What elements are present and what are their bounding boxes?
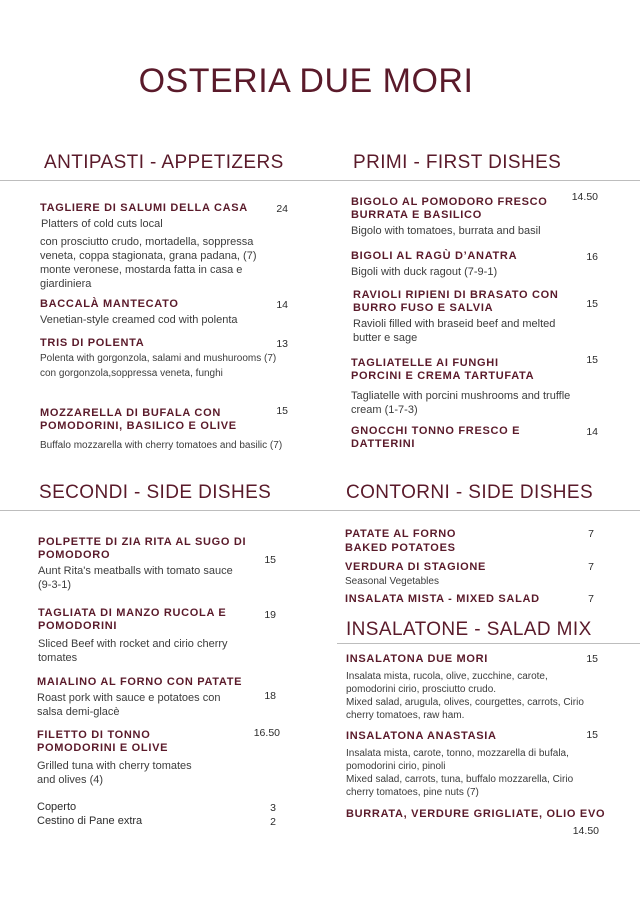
item-desc: Platters of cold cuts local <box>41 218 163 230</box>
item-price: 18 <box>264 690 276 702</box>
item-price: 14 <box>276 299 288 311</box>
coperto-price: 3 <box>270 802 276 814</box>
bread-basket-price: 2 <box>270 816 276 828</box>
menu-item <box>351 425 551 451</box>
restaurant-title: OSTERIA DUE MORI <box>138 62 474 100</box>
item-desc: Insalata mista, carote, tonno, mozzarella di bufala, pomodorini cirio, pinoli <box>346 748 569 772</box>
item-name: VERDURA DI STAGIONE <box>345 561 487 573</box>
item-price: 14 <box>586 426 598 438</box>
item-price: 19 <box>264 609 276 621</box>
item-name: TAGLIATA DI MANZO RUCOLA E POMODORINI <box>38 607 227 632</box>
menu-item <box>346 730 596 799</box>
menu-item <box>37 729 237 787</box>
item-desc: Mixed salad, carrots, tuna, buffalo mozzarella, Cirio cherry tomatoes, pine nuts (7) <box>346 774 574 798</box>
menu-item <box>40 202 280 291</box>
item-desc: Mixed salad, arugula, olives, courgettes, carrots, Cirio cherry tomatoes, raw ham. <box>346 697 584 721</box>
menu-item <box>351 196 561 238</box>
item-name: PATATE AL FORNO <box>345 528 457 540</box>
menu-item <box>346 808 606 821</box>
menu-item-desc-block <box>40 437 290 452</box>
item-price: 7 <box>588 593 594 605</box>
item-name: TAGLIATELLE AI FUNGHI PORCINI E CREMA TARTUFATA <box>351 357 535 382</box>
secondi-heading: SECONDI - SIDE DISHES <box>39 482 272 503</box>
menu-item <box>351 250 571 279</box>
menu-item <box>346 653 586 722</box>
item-desc: con prosciutto crudo, mortadella, soppressa veneta, coppa stagionata, grana padana, (7) monte veronese, mostarda fatta in casa e giardiniera <box>40 236 257 290</box>
coperto-label: Coperto <box>37 801 77 813</box>
antipasti-heading: ANTIPASTI - APPETIZERS <box>44 152 284 173</box>
item-desc: Bigoli with duck ragout (7-9-1) <box>351 266 498 278</box>
item-name: INSALATA MISTA - MIXED SALAD <box>345 593 540 605</box>
item-name: BIGOLI AL RAGÙ D’ANATRA <box>351 250 518 262</box>
item-desc: Grilled tuna with cherry tomates and olives (4) <box>37 760 192 786</box>
item-desc: con gorgonzola,soppressa veneta, funghi <box>40 368 223 379</box>
item-price: 15 <box>586 653 598 665</box>
item-price: 13 <box>276 338 288 350</box>
item-price: 15 <box>586 298 598 310</box>
item-price: 7 <box>588 561 594 573</box>
bread-basket-label: Cestino di Pane extra <box>37 815 143 827</box>
item-desc: Seasonal Vegetables <box>345 576 439 587</box>
menu-item <box>40 298 280 327</box>
item-price: 14.50 <box>572 825 599 837</box>
item-name: MAIALINO AL FORNO CON PATATE <box>37 676 243 688</box>
item-name: BIGOLO AL POMODORO FRESCO BURRATA E BASILICO <box>351 196 548 221</box>
menu-item <box>38 607 258 665</box>
item-desc: Tagliatelle with porcini mushrooms and truffle cream (1-7-3) <box>351 390 571 416</box>
item-desc: Bigolo with tomatoes, burrata and basil <box>351 225 541 237</box>
item-desc: Venetian-style creamed cod with polenta <box>40 314 238 326</box>
item-price: 16.50 <box>253 727 280 739</box>
item-price: 16 <box>586 251 598 263</box>
item-price: 15 <box>264 554 276 566</box>
item-name: MOZZARELLA DI BUFALA CON POMODORINI, BASILICO E OLIVE <box>40 407 237 432</box>
item-price: 15 <box>586 729 598 741</box>
item-name: GNOCCHI TONNO FRESCO E DATTERINI <box>351 425 521 450</box>
contorni-heading: CONTORNI - SIDE DISHES <box>346 482 594 503</box>
menu-item <box>37 676 252 719</box>
item-price: 14.50 <box>571 191 598 203</box>
item-desc: Polenta with gorgonzola, salami and mushurooms (7) <box>40 353 277 364</box>
insalatone-heading: INSALATONE - SALAD MIX <box>346 619 592 640</box>
item-price: 24 <box>276 203 288 215</box>
item-name: BACCALÀ MANTECATO <box>40 298 179 310</box>
primi-heading: PRIMI - FIRST DISHES <box>353 152 562 173</box>
menu-item <box>345 561 545 588</box>
menu-item <box>351 357 591 417</box>
item-name: RAVIOLI RIPIENI DI BRASATO CON BURRO FUSO E SALVIA <box>353 289 559 314</box>
insalatone-divider <box>337 643 640 644</box>
menu-item <box>40 407 240 433</box>
item-name: FILETTO DI TONNO POMODORINI E OLIVE <box>37 729 169 754</box>
menu-item <box>38 536 253 592</box>
menu-item <box>345 593 565 606</box>
item-desc: Aunt Rita's meatballs with tomato sauce (9-3-1) <box>38 565 233 591</box>
item-desc: Buffalo mozzarella with cherry tomatoes and basilic (7) <box>40 440 283 451</box>
menu-item <box>353 289 573 345</box>
item-desc: Roast pork with sauce e potatoes con salsa demi-glacè <box>37 692 221 718</box>
item-name: INSALATONA DUE MORI <box>346 653 489 665</box>
antipasti-primi-divider <box>0 180 640 181</box>
item-price: 15 <box>276 405 288 417</box>
item-name: INSALATONA ANASTASIA <box>346 730 497 742</box>
item-name: POLPETTE DI ZIA RITA AL SUGO DI POMODORO <box>38 536 247 561</box>
item-desc: Ravioli filled with braseid beef and melted butter e sage <box>353 318 556 344</box>
secondi-contorni-divider <box>0 510 640 511</box>
item-name: TRIS DI POLENTA <box>40 337 145 349</box>
item-subname: BAKED POTATOES <box>345 542 456 554</box>
item-name: TAGLIERE DI SALUMI DELLA CASA <box>40 202 248 214</box>
item-name: BURRATA, VERDURE GRIGLIATE, OLIO EVO <box>346 808 606 820</box>
item-desc: Sliced Beef with rocket and cirio cherry tomates <box>38 638 228 664</box>
item-desc: Insalata mista, rucola, olive, zucchine, carote, pomodorini cirio, prosciutto crudo. <box>346 671 548 695</box>
item-price: 7 <box>588 528 594 540</box>
item-price: 15 <box>586 354 598 366</box>
menu-item <box>345 528 545 555</box>
menu-item <box>40 337 280 380</box>
